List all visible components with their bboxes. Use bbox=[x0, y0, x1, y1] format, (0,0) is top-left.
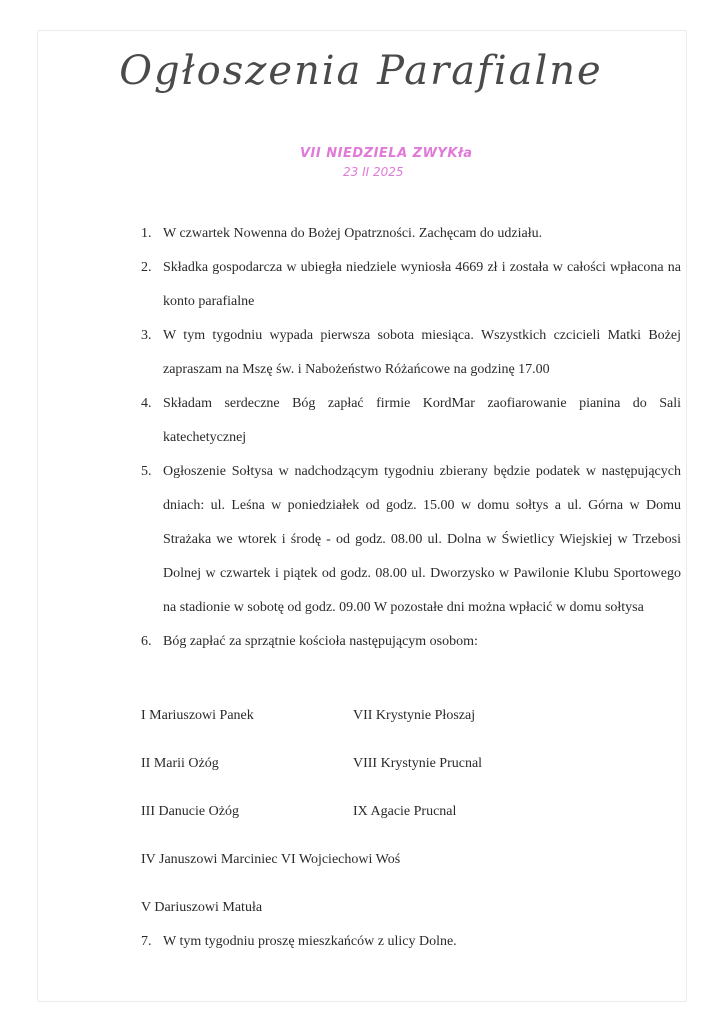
announcement-number: 1. bbox=[141, 226, 152, 241]
cleaning-list bbox=[141, 702, 681, 942]
announcement-item bbox=[141, 319, 681, 387]
cleaning-person: III Danucie Ożóg bbox=[141, 804, 239, 819]
cleaning-person: VII Krystynie Płoszaj bbox=[353, 708, 476, 723]
announcement-text: W tym tygodniu proszę mieszkańców z ulicy Dolne. bbox=[163, 934, 457, 949]
announcement-item bbox=[141, 251, 681, 319]
announcement-item bbox=[141, 455, 681, 625]
cleaning-person: I Mariuszowi Panek bbox=[141, 708, 254, 723]
announcement-text: Ogłoszenie Sołtysa w nadchodzącym tygodniu zbierany będzie podatek w następujących dniach: ul. Leśna w poniedziałek od godz. 15.00 w domu sołtys a ul. Górna w Domu Strażaka we wtorek i środę - od godz. 08.00 ul. Dolna w Świetlicy Wiejskiej w Trzebosi Dolnej w czwartek i piątek od godz. 08.00 ul. Dworzysko w Pawilonie Klubu Sportowego na stadionie w sobotę od godz. 09.00 W pozostałe dni można wpłacić w domu sołtysa bbox=[163, 464, 681, 615]
cleaning-row bbox=[141, 846, 681, 894]
announcement-number: 6. bbox=[141, 634, 152, 649]
announcements-list bbox=[141, 217, 681, 659]
cleaning-row bbox=[141, 702, 681, 750]
announcement-item bbox=[141, 217, 681, 251]
announcement-text: Składka gospodarcza w ubiegła niedziele wyniosła 4669 zł i została w całości wpłacona na konto parafialne bbox=[163, 260, 681, 309]
announcement-number: 7. bbox=[141, 934, 152, 949]
announcement-number: 3. bbox=[141, 328, 152, 343]
page-title: Ogłoszenia Parafialne bbox=[119, 48, 603, 94]
announcement-text: W tym tygodniu wypada pierwsza sobota miesiąca. Wszystkich czcicieli Matki Bożej zapraszam na Mszę św. i Nabożeństwo Różańcowe na godzinę 17.00 bbox=[163, 328, 681, 377]
announcement-text: W czwartek Nowenna do Bożej Opatrzności. Zachęcam do udziału. bbox=[163, 226, 543, 241]
announcement-number: 5. bbox=[141, 464, 152, 479]
announcement-date: 23 II 2025 bbox=[343, 165, 404, 179]
announcement-item bbox=[141, 928, 457, 956]
cleaning-person: VIII Krystynie Prucnal bbox=[353, 756, 483, 771]
announcement-item bbox=[141, 387, 681, 455]
liturgical-sunday: VII NIEDZIELA ZWYKła bbox=[300, 146, 473, 161]
cleaning-person: V Dariuszowi Matuła bbox=[141, 900, 263, 915]
cleaning-person: IX Agacie Prucnal bbox=[353, 804, 457, 819]
cleaning-row bbox=[141, 798, 681, 846]
cleaning-person: II Marii Ożóg bbox=[141, 756, 219, 771]
announcement-text: Składam serdeczne Bóg zapłać firmie KordMar zaofiarowanie pianina do Sali katechetycznej bbox=[163, 396, 681, 445]
announcement-number: 2. bbox=[141, 260, 152, 275]
announcement-number: 4. bbox=[141, 396, 152, 411]
cleaning-person: IV Januszowi Marciniec VI Wojciechowi Woś bbox=[141, 852, 401, 867]
announcement-item bbox=[141, 625, 681, 659]
announcement-text: Bóg zapłać za sprzątnie kościoła następującym osobom: bbox=[163, 634, 478, 649]
cleaning-row bbox=[141, 750, 681, 798]
